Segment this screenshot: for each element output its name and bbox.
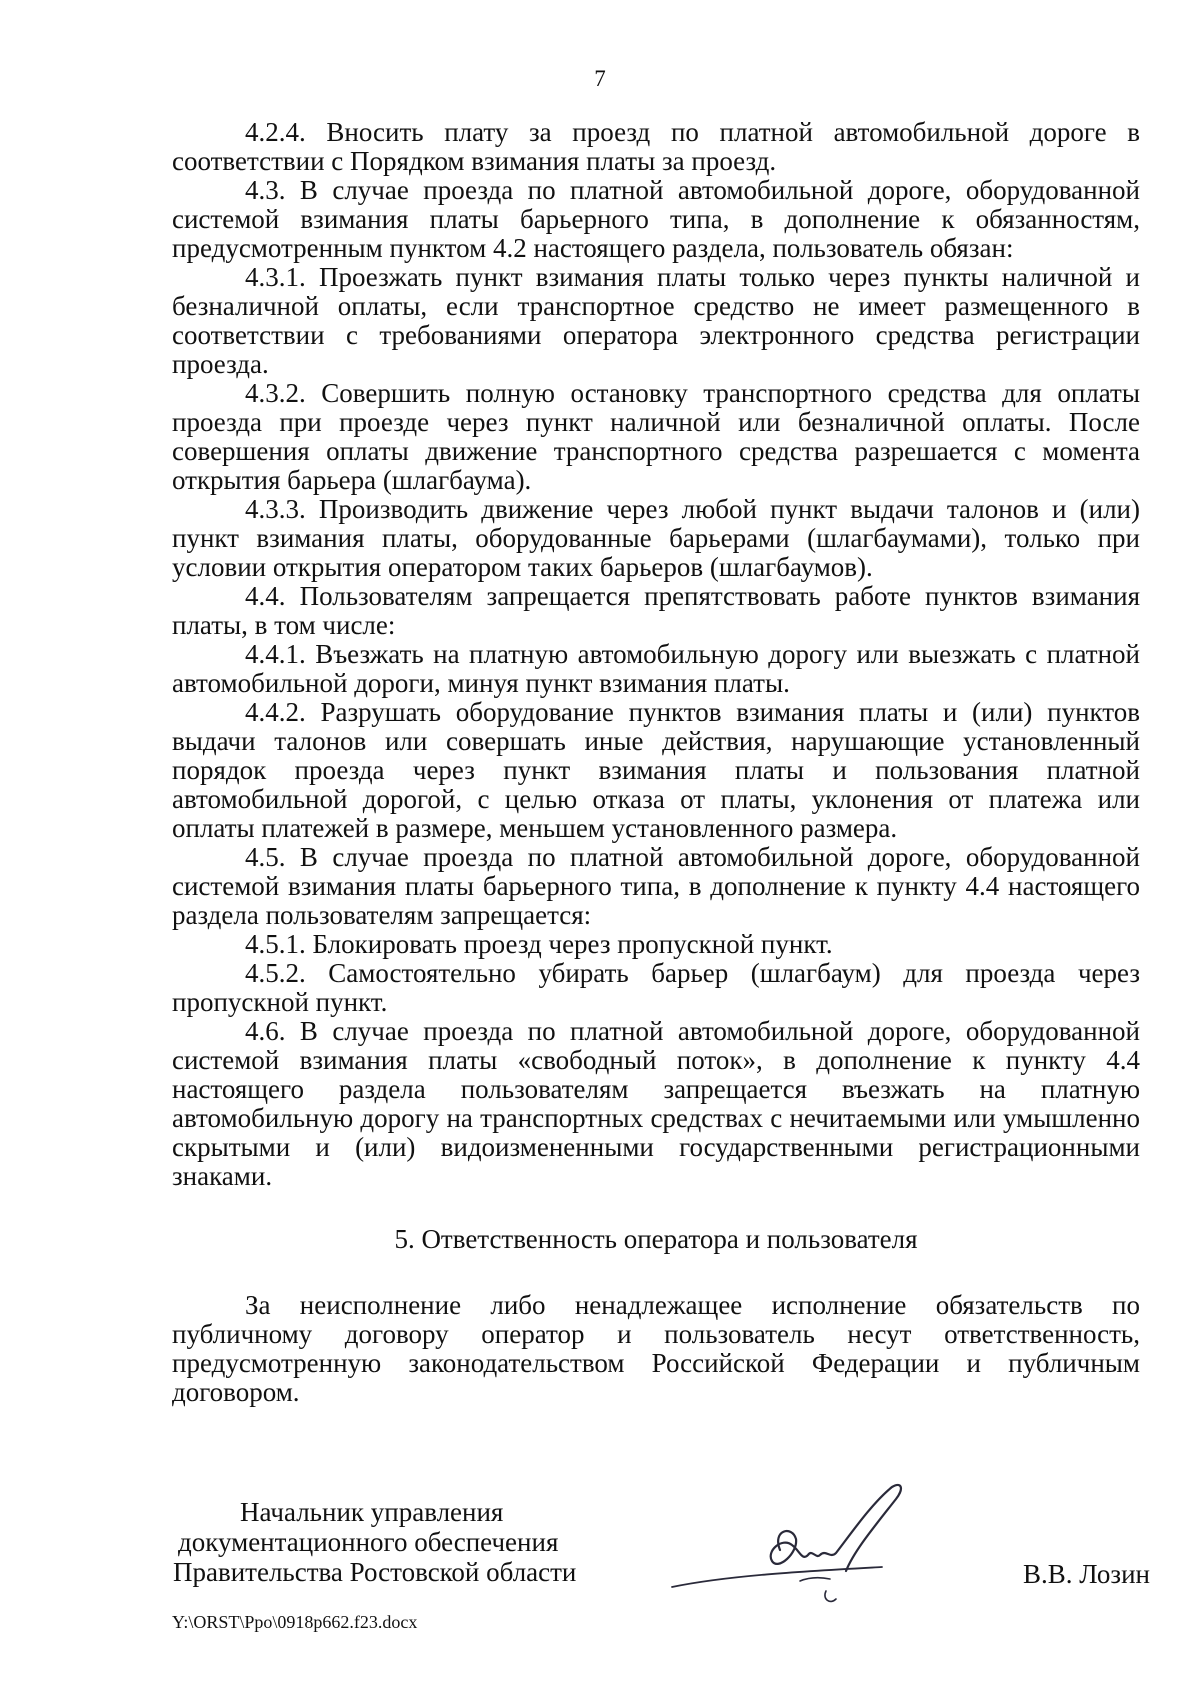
paragraph-4-5: 4.5. В случае проезда по платной автомобильной дороге, оборудованной системой взимания платы барьерного типа, в дополнение к пункту 4.4 настоящего раздела пользователям запрещается:	[172, 842, 1140, 930]
paragraph-4-4-1: 4.4.1. Въезжать на платную автомобильную дорогу или выезжать с платной автомобильной дороги, минуя пункт взимания платы.	[172, 639, 1140, 698]
paragraph-4-3-3: 4.3.3. Производить движение через любой пункт выдачи талонов и (или) пункт взимания платы, оборудованные барьерами (шлагбаумами), только при условии открытия оператором таких барьеров (шлагбаумов).	[172, 494, 1140, 582]
paragraph-4-3-2: 4.3.2. Совершить полную остановку транспортного средства для оплаты проезда при проезде через пункт наличной или безналичной оплаты. После совершения оплаты движение транспортного средства разрешается с момента открытия барьера (шлагбаума).	[172, 378, 1140, 495]
signature-block	[170, 1497, 1150, 1617]
signatory-title-line-3: Правительства Ростовской области	[173, 1557, 577, 1587]
paragraph-4-5-2: 4.5.2. Самостоятельно убирать барьер (шлагбаум) для проезда через пропускной пункт.	[172, 958, 1140, 1017]
paragraph-4-3: 4.3. В случае проезда по платной автомобильной дороге, оборудованной системой взимания платы барьерного типа, в дополнение к обязанностям, предусмотренным пунктом 4.2 настоящего раздела, пользователь обязан:	[172, 175, 1140, 263]
paragraph-4-5-1: 4.5.1. Блокировать проезд через пропускной пункт.	[245, 929, 833, 959]
file-path-footer: Y:\ORST\Ppo\0918p662.f23.docx	[172, 1612, 418, 1632]
paragraph-4-4-2: 4.4.2. Разрушать оборудование пунктов взимания платы и (или) пунктов выдачи талонов или совершать иные действия, нарушающие установленный порядок проезда через пункт взимания платы и пользования платной автомобильной дорогой, с целью отказа от платы, уклонения от платежа или оплаты платежей в размере, меньшем установленного размера.	[172, 697, 1140, 843]
paragraph-section-5: За неисполнение либо ненадлежащее исполнение обязательств по публичному договору оператор и пользователь несут ответственность, предусмотренную законодательством Российской Федерации и публичным договором.	[172, 1290, 1140, 1407]
signatory-name: В.В. Лозин	[1023, 1559, 1150, 1589]
paragraph-4-4: 4.4. Пользователям запрещается препятствовать работе пунктов взимания платы, в том числе:	[172, 581, 1140, 640]
page-number: 7	[594, 66, 606, 91]
paragraph-4-6: 4.6. В случае проезда по платной автомобильной дороге, оборудованной системой взимания платы «свободный поток», в дополнение к пункту 4.4 настоящего раздела пользователям запрещается въезжать на платную автомобильную дорогу на транспортных средствах с нечитаемыми или умышленно скрытыми и (или) видоизмененными государственными регистрационными знаками.	[172, 1016, 1140, 1191]
section-5-heading: 5. Ответственность оператора и пользователя	[394, 1224, 918, 1254]
document-body	[172, 118, 1140, 1407]
signatory-title-line-2: документационного обеспечения	[178, 1527, 559, 1557]
paragraph-4-3-1: 4.3.1. Проезжать пункт взимания платы только через пункты наличной и безналичной оплаты, если транспортное средство не имеет размещенного в соответствии с требованиями оператора электронного средства регистрации проезда.	[172, 262, 1140, 379]
handwritten-signature	[660, 1475, 910, 1615]
paragraph-4-2-4: 4.2.4. Вносить плату за проезд по платной автомобильной дороге в соответствии с Порядком взимания платы за проезд.	[172, 117, 1140, 176]
signatory-title-line-1: Начальник управления	[240, 1497, 504, 1527]
